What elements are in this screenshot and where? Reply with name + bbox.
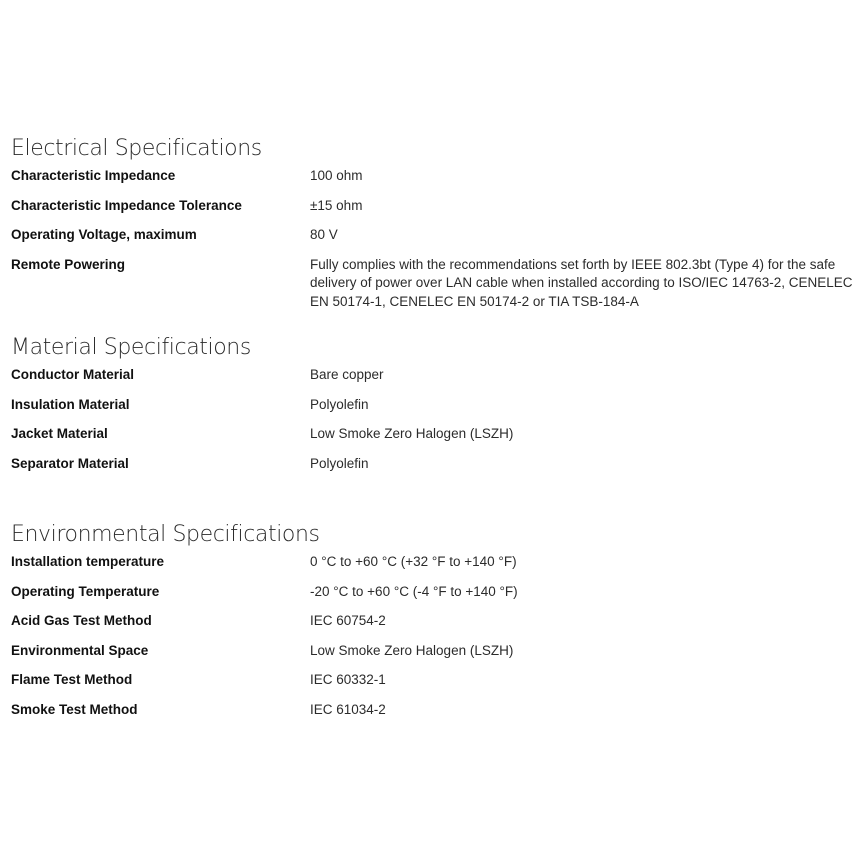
electrical-specifications-section [11, 133, 861, 311]
spec-label: Characteristic Impedance Tolerance [11, 197, 242, 213]
spec-value: -20 °C to +60 °C (-4 °F to +140 °F) [310, 583, 518, 599]
section-title: Environmental Specifications [11, 522, 320, 547]
spec-row [11, 226, 861, 245]
spec-label: Remote Powering [11, 256, 126, 272]
spec-row [11, 583, 861, 602]
spec-value: Low Smoke Zero Halogen (LSZH) [310, 642, 514, 658]
spec-label: Operating Voltage, maximum [11, 227, 197, 242]
spec-label: Insulation Material [11, 396, 130, 412]
spec-label: Operating Temperature [11, 583, 160, 599]
spec-value: Low Smoke Zero Halogen (LSZH) [310, 426, 514, 441]
spec-value: Bare copper [310, 367, 384, 382]
spec-row [11, 612, 861, 631]
spec-value: Polyolefin [310, 455, 369, 471]
spec-label: Installation temperature [11, 554, 165, 569]
spec-row [11, 455, 861, 474]
spec-label: Smoke Test Method [11, 701, 138, 717]
spec-row [11, 396, 861, 415]
spec-list [11, 167, 861, 311]
spec-label: Environmental Space [11, 642, 149, 658]
spec-list [11, 553, 861, 719]
spec-label: Conductor Material [11, 367, 135, 382]
spec-value: Fully complies with the recommendations set forth by IEEE 802.3bt (Type 4) for the safe delivery of power over LAN cable when installed according to ISO/IEC 14763-2, CENELEC EN 50174-1, CENELEC EN 50174-2 or TIA TSB-184-A [310, 256, 853, 309]
spec-value: IEC 61034-2 [310, 701, 386, 717]
spec-label: Acid Gas Test Method [11, 613, 152, 628]
spec-row [11, 256, 861, 312]
spec-row [11, 425, 861, 444]
spec-value: IEC 60754-2 [310, 613, 386, 628]
spec-row [11, 553, 861, 572]
spec-row [11, 197, 861, 216]
spec-value: 80 V [310, 227, 338, 242]
spec-value: Polyolefin [310, 396, 369, 412]
section-title: Material Specifications [11, 335, 251, 360]
spec-row [11, 366, 861, 385]
material-specifications-section [11, 332, 861, 484]
spec-label: Separator Material [11, 455, 129, 471]
spec-value: IEC 60332-1 [310, 672, 386, 687]
spec-list [11, 366, 861, 473]
spec-label: Characteristic Impedance [11, 168, 176, 183]
spec-label: Flame Test Method [11, 672, 133, 687]
spec-value: ±15 ohm [310, 197, 363, 213]
spec-value: 0 °C to +60 °C (+32 °F to +140 °F) [310, 554, 517, 569]
spec-value: 100 ohm [310, 168, 363, 183]
spec-label: Jacket Material [11, 426, 108, 441]
spec-row [11, 671, 861, 690]
section-title: Electrical Specifications [11, 136, 262, 161]
spec-row [11, 642, 861, 661]
spec-row [11, 701, 861, 720]
environmental-specifications-section [11, 519, 861, 730]
spec-row [11, 167, 861, 186]
